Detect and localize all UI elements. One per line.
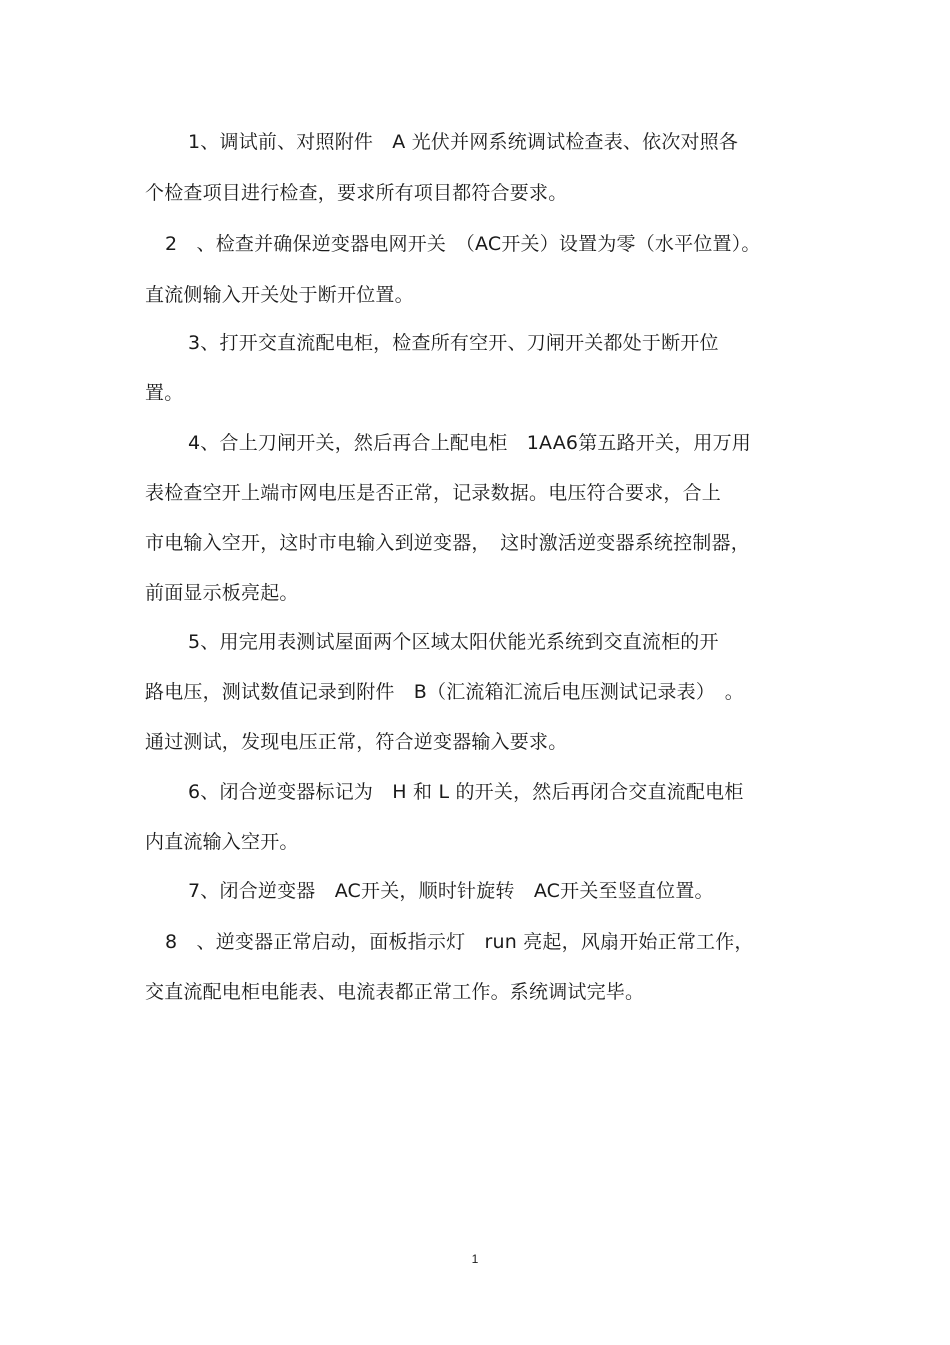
step-6-line-2: 内直流输入空开。 — [145, 831, 299, 853]
step-7-line-1: 7、闭合逆变器 AC开关，顺时针旋转 AC开关至竖直位置。 — [188, 880, 714, 902]
step-1-line-2: 个检查项目进行检查，要求所有项目都符合要求。 — [145, 182, 568, 204]
step-1-line-1: 1、调试前、对照附件 A 光伏并网系统调试检查表、依次对照各 — [188, 131, 739, 153]
step-5-line-2: 路电压，测试数值记录到附件 B（汇流箱汇流后电压测试记录表） 。 — [145, 681, 744, 703]
step-5-line-1: 5、用完用表测试屋面两个区域太阳伏能光系统到交直流柜的开 — [188, 631, 719, 653]
step-8-line-1: 8 、逆变器正常启动，面板指示灯 run 亮起，风扇开始正常工作， — [165, 931, 754, 953]
step-3-line-2: 置。 — [145, 382, 184, 404]
step-6-line-1: 6、闭合逆变器标记为 H 和 L 的开关，然后再闭合交直流配电柜 — [188, 781, 744, 803]
step-2-line-2: 直流侧输入开关处于断开位置。 — [145, 284, 414, 306]
step-3-line-1: 3、打开交直流配电柜，检查所有空开、刀闸开关都处于断开位 — [188, 332, 719, 354]
step-5-line-3: 通过测试，发现电压正常，符合逆变器输入要求。 — [145, 731, 568, 753]
step-4-line-1: 4、合上刀闸开关，然后再合上配电柜 1AA6第五路开关，用万用 — [188, 432, 751, 454]
step-4-line-2: 表检查空开上端市网电压是否正常，记录数据。电压符合要求，合上 — [145, 482, 722, 504]
step-4-line-4: 前面显示板亮起。 — [145, 582, 299, 604]
page-number: 1 — [471, 1252, 479, 1266]
step-2-line-1: 2 、检查并确保逆变器电网开关 （AC开关）设置为零（水平位置）。 — [165, 233, 761, 255]
step-4-line-3: 市电输入空开，这时市电输入到逆变器， 这时激活逆变器系统控制器， — [145, 532, 750, 554]
step-8-line-2: 交直流配电柜电能表、电流表都正常工作。系统调试完毕。 — [145, 981, 645, 1003]
